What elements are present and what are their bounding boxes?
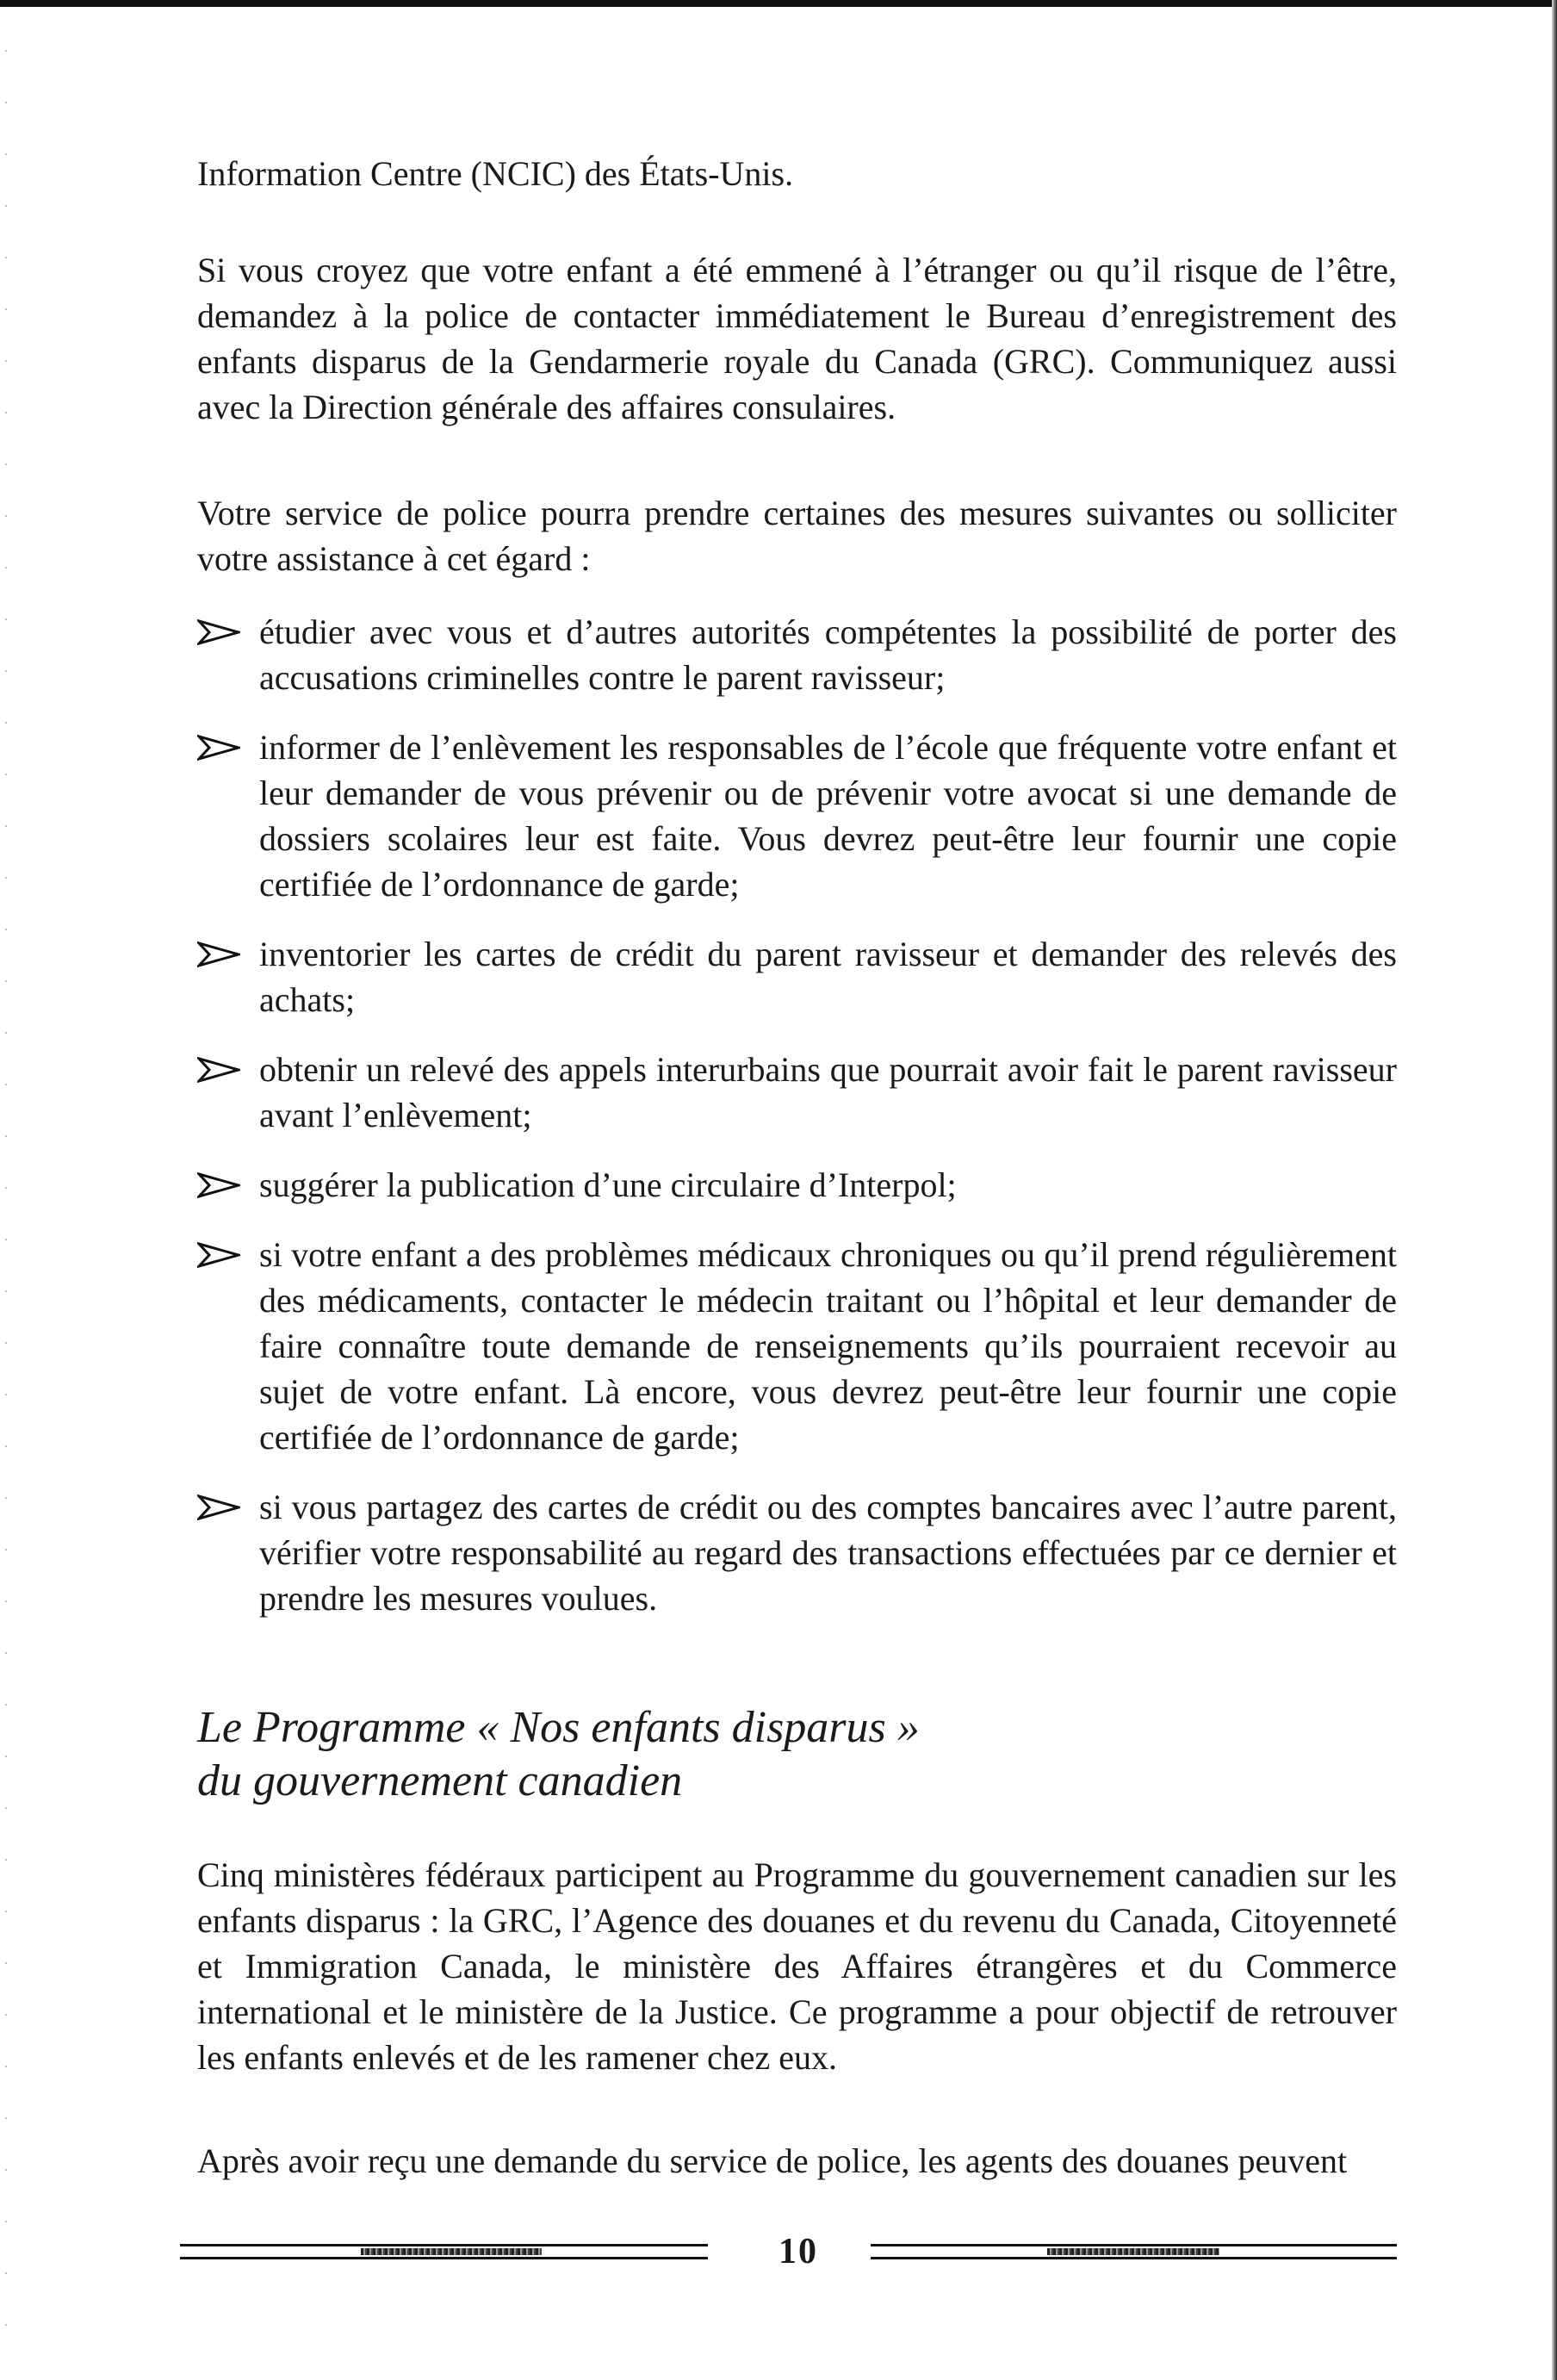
list-item-text: inventorier les cartes de crédit du parent ravisseur et demander des relevés des achats;: [259, 935, 1397, 1019]
list-item-text: si vous partagez des cartes de crédit ou des comptes bancaires avec l’autre parent, vérifier votre responsabilité au regard des transactions effectuées par ce dernier et prendre les mesures voulues.: [259, 1488, 1397, 1618]
list-item-text: étudier avec vous et d’autres autorités compétentes la possibilité de porter des accusations criminelles contre le parent ravisseur;: [259, 612, 1397, 697]
footer-rule-right: [871, 2244, 1397, 2259]
arrowhead-bullet-icon: [197, 618, 240, 647]
list-item: [197, 609, 1397, 700]
arrowhead-bullet-icon: [197, 1493, 240, 1522]
paragraph-customs: Après avoir reçu une demande du service de police, les agents des douanes peuvent: [197, 2141, 1348, 2180]
arrowhead-bullet-icon: [197, 940, 240, 969]
list-item: [197, 931, 1397, 1022]
measures-list: [197, 609, 1397, 1645]
section-heading-line-1: Le Programme « Nos enfants disparus »: [197, 1703, 920, 1752]
footer-ornament: [1047, 2248, 1219, 2255]
list-item-text: obtenir un relevé des appels interurbains que pourrait avoir fait le parent ravisseur avant l’enlèvement;: [259, 1050, 1397, 1134]
scan-margin-marks: [5, 34, 7, 2343]
page-number: 10: [778, 2232, 818, 2271]
section-heading-line-2: du gouvernement canadien: [197, 1756, 683, 1805]
arrowhead-bullet-icon: [197, 1171, 240, 1200]
list-item-text: si votre enfant a des problèmes médicaux chroniques ou qu’il prend régulièrement des médicaments, contacter le médecin traitant ou l’hôpital et leur demander de faire connaître toute demande de renseignements qu’ils pourraient recevoir au sujet de votre enfant. Là encore, vous devrez peut-être leur fournir une copie certifiée de l’ordonnance de garde;: [259, 1235, 1397, 1457]
list-item: [197, 724, 1397, 907]
page-footer: [197, 2232, 1397, 2271]
section-heading: [197, 1701, 1397, 1808]
paragraph-program: Cinq ministères fédéraux participent au Programme du gouvernement canadien sur les enfants disparus : la GRC, l’Agence des douanes et du revenu du Canada, Citoyenneté et Immigration Canada, le ministère des Affaires étrangères et du Commerce international et le ministère de la Justice. Ce programme a pour objectif de retrouver les enfants enlevés et de les ramener chez eux.: [197, 1855, 1397, 2077]
top-border: [0, 0, 1557, 7]
list-item-text: informer de l’enlèvement les responsables de l’école que fréquente votre enfant et leur demander de vous prévenir ou de prévenir votre avocat si une demande de dossiers scolaires leur est faite. Vous devrez peut-être leur fournir une copie certifiée de l’ordonnance de garde;: [259, 728, 1397, 904]
list-item: [197, 1047, 1397, 1138]
arrowhead-bullet-icon: [197, 733, 240, 762]
paragraph-abroad: Si vous croyez que votre enfant a été emmené à l’étranger ou qu’il risque de l’être, demandez à la police de contacter immédiatement le Bureau d’enregistrement des enfants disparus de la Gendarmerie royale du Canada (GRC). Communiquez aussi avec la Direction générale des affaires consulaires.: [197, 251, 1397, 426]
list-item: [197, 1484, 1397, 1621]
paragraph-continuation: Information Centre (NCIC) des États-Unis.: [197, 154, 794, 193]
list-item: [197, 1232, 1397, 1460]
paragraph-police-measures: Votre service de police pourra prendre certaines des mesures suivantes ou solliciter votre assistance à cet égard :: [197, 494, 1397, 578]
list-item-text: suggérer la publication d’une circulaire d’Interpol;: [259, 1165, 957, 1204]
footer-ornament: [361, 2248, 542, 2255]
footer-rule-left: [180, 2244, 708, 2259]
arrowhead-bullet-icon: [197, 1240, 240, 1270]
page-edge-shadow: [1552, 0, 1557, 2380]
list-item: [197, 1162, 1397, 1208]
arrowhead-bullet-icon: [197, 1055, 240, 1084]
